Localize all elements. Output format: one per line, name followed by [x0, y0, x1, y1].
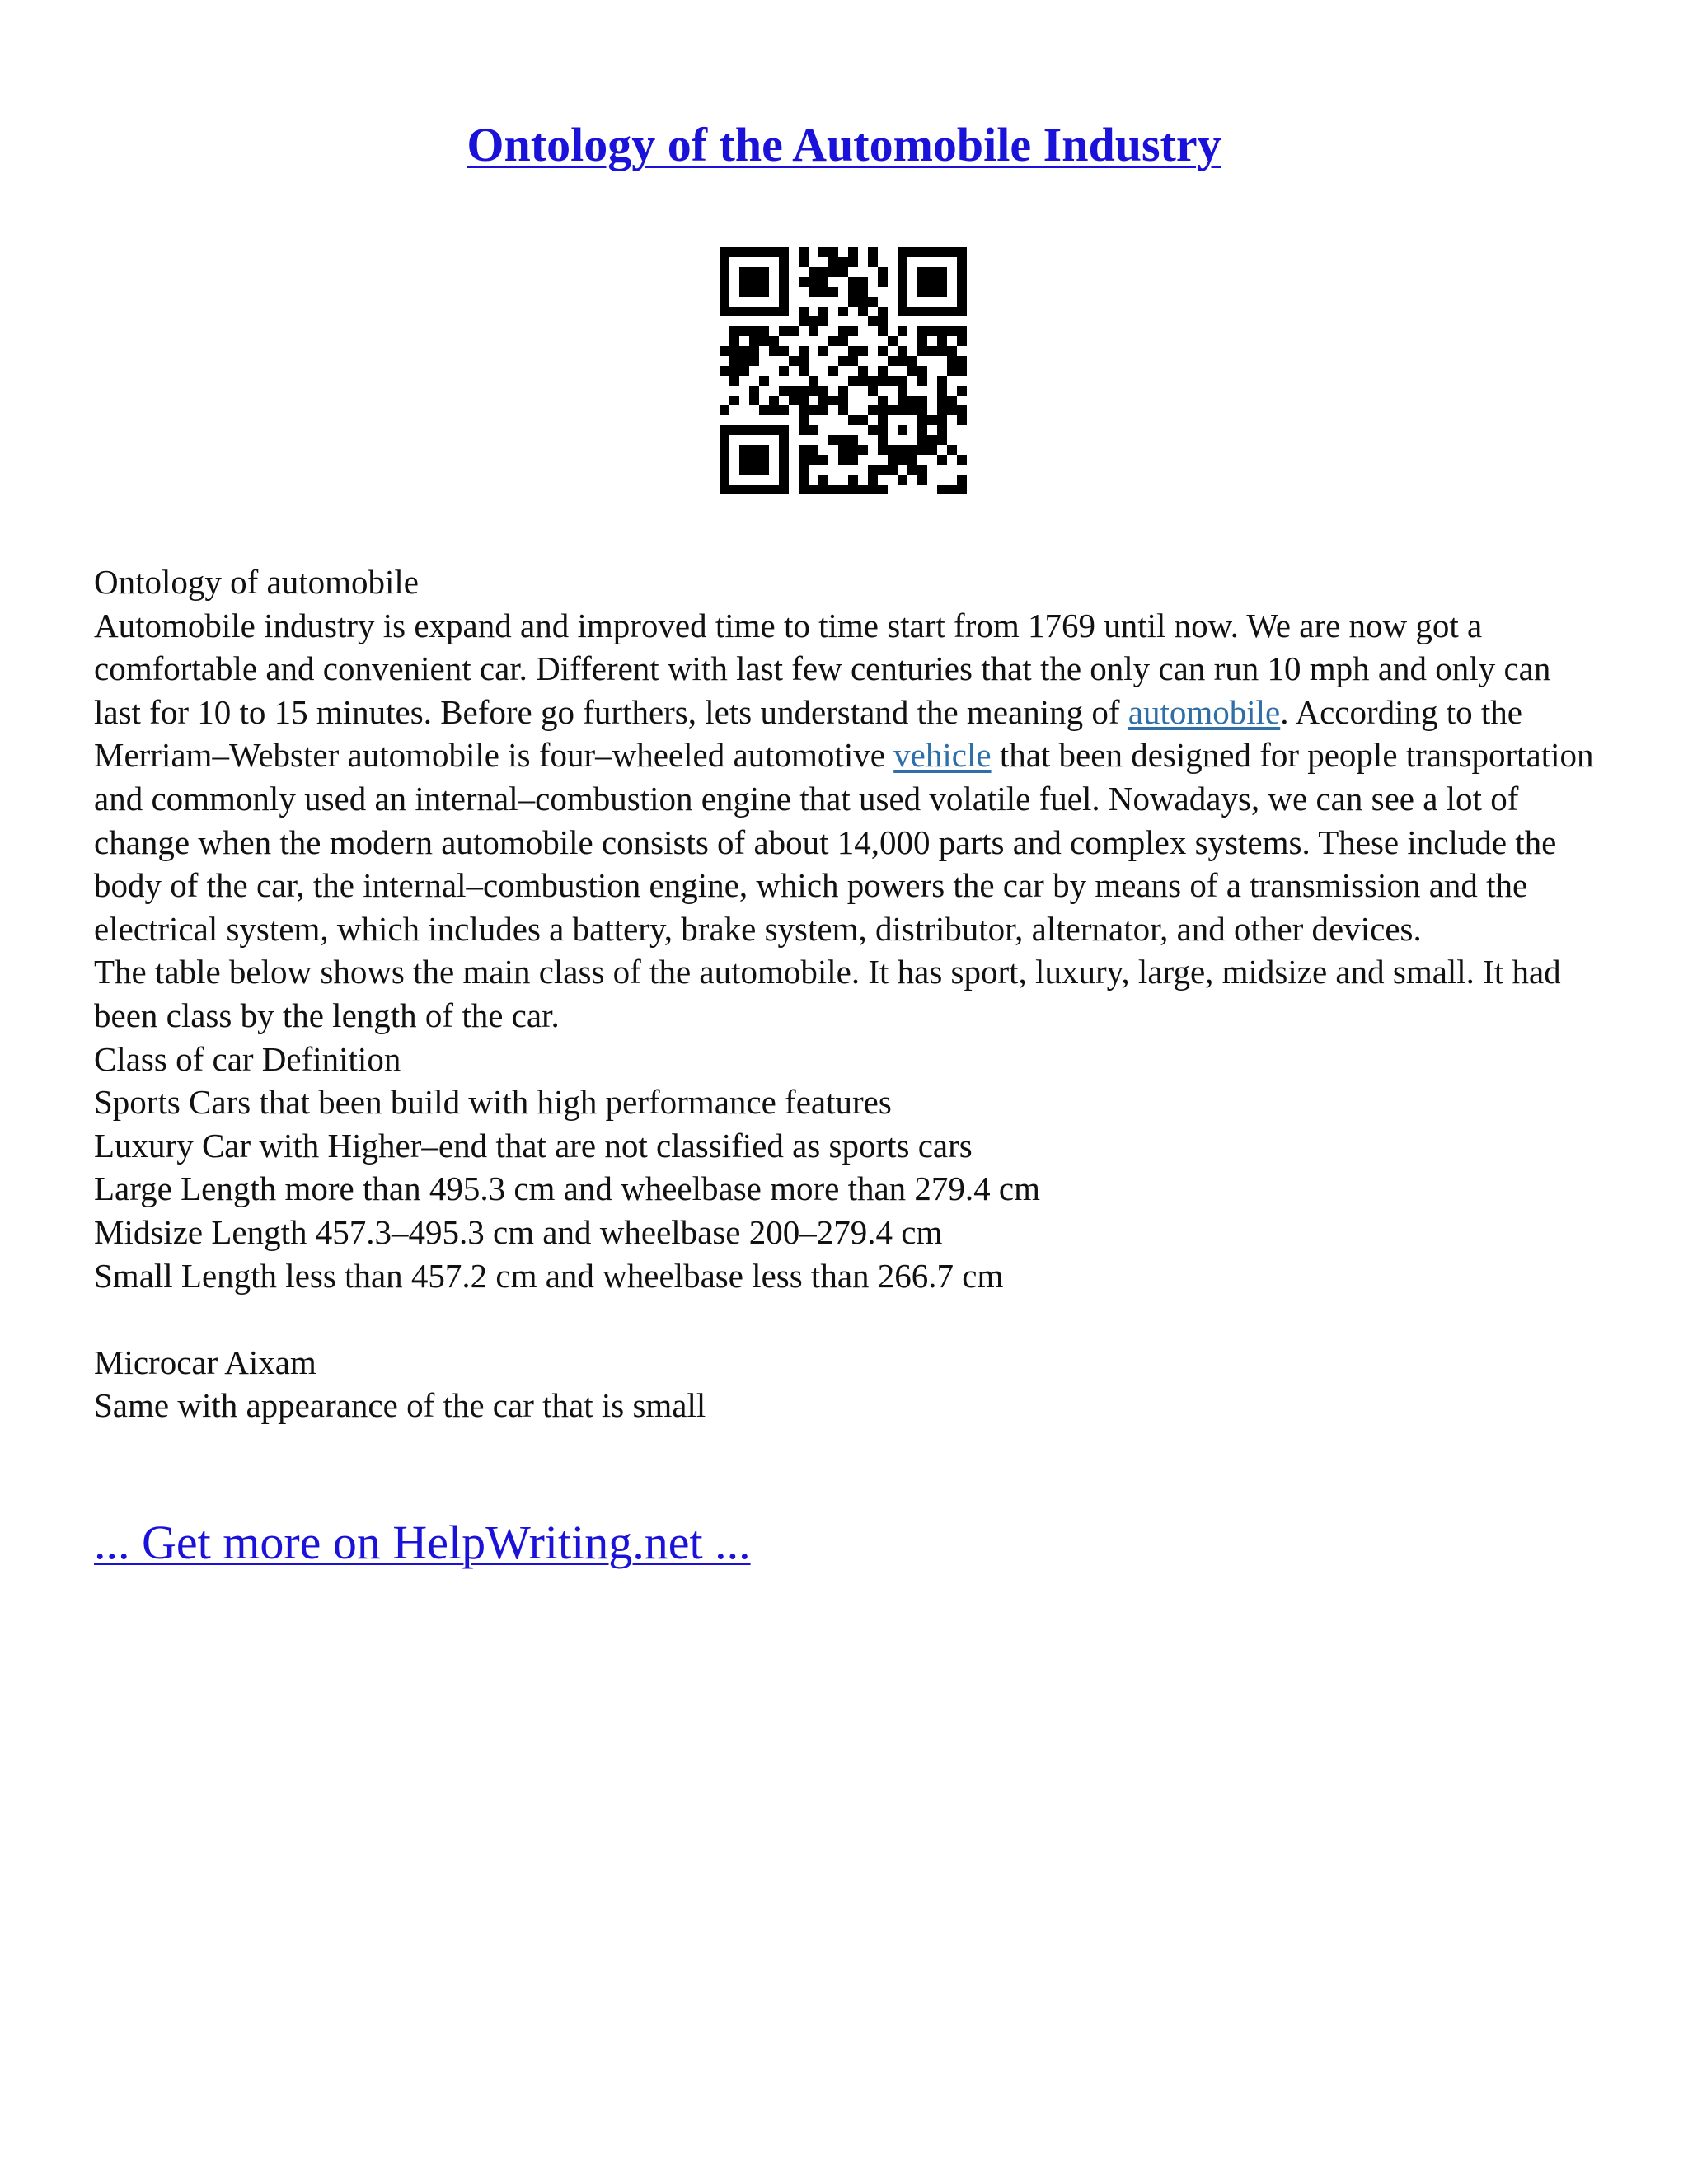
- class-table-header: Class of car Definition: [94, 1039, 401, 1078]
- class-row-small: Small Length less than 457.2 cm and wheelbase less than 266.7 cm: [94, 1256, 1004, 1295]
- intro-paragraph: [94, 604, 1602, 951]
- get-more-link[interactable]: ... Get more on HelpWriting.net ...: [94, 1516, 751, 1569]
- microcar-heading: Microcar Aixam: [94, 1343, 316, 1381]
- class-row-sports: Sports Cars that been build with high performance features: [94, 1083, 892, 1122]
- page-title: [0, 114, 1688, 176]
- microcar-description: Same with appearance of the car that is small: [94, 1386, 706, 1425]
- intro-text-2: . According to the Merriam–Webster automobile is four–wheeled automotive: [94, 692, 1523, 775]
- section-heading: Ontology of automobile: [94, 563, 420, 601]
- more-link-container: [94, 1513, 751, 1572]
- class-row-large: Large Length more than 495.3 cm and wheelbase more than 279.4 cm: [94, 1169, 1041, 1208]
- paragraph-spacer: [94, 1297, 1602, 1341]
- article-body: [94, 560, 1602, 1427]
- intro-text-3: that been designed for people transportation and commonly used an internal–combustion engine that used volatile fuel. Nowadays, we can see a lot of change when the modern automobile consists of about 14,000 parts and complex systems. These include the body of the car, the internal–combustion engine, which powers the car by means of a transmission and the electrical system, which includes a battery, brake system, distributor, alternator, and other devices.: [94, 736, 1594, 948]
- intro-text-1: Automobile industry is expand and improved time to time start from 1769 until now. We are now got a comfortable and convenient car. Different with last few centuries that the only can run 10 mph and only can last for 10 to 15 minutes. Before go furthers, lets understand the meaning of: [94, 606, 1551, 731]
- automobile-link[interactable]: automobile: [1128, 692, 1281, 731]
- table-intro: The table below shows the main class of the automobile. It has sport, luxury, large, midsize and small. It had been class by the length of the car.: [94, 953, 1561, 1034]
- vehicle-link[interactable]: vehicle: [893, 736, 992, 775]
- qr-code-icon: [720, 247, 967, 494]
- class-row-luxury: Luxury Car with Higher–end that are not classified as sports cars: [94, 1126, 973, 1165]
- class-row-midsize: Midsize Length 457.3–495.3 cm and wheelbase 200–279.4 cm: [94, 1212, 943, 1251]
- title-link[interactable]: Ontology of the Automobile Industry: [467, 118, 1221, 171]
